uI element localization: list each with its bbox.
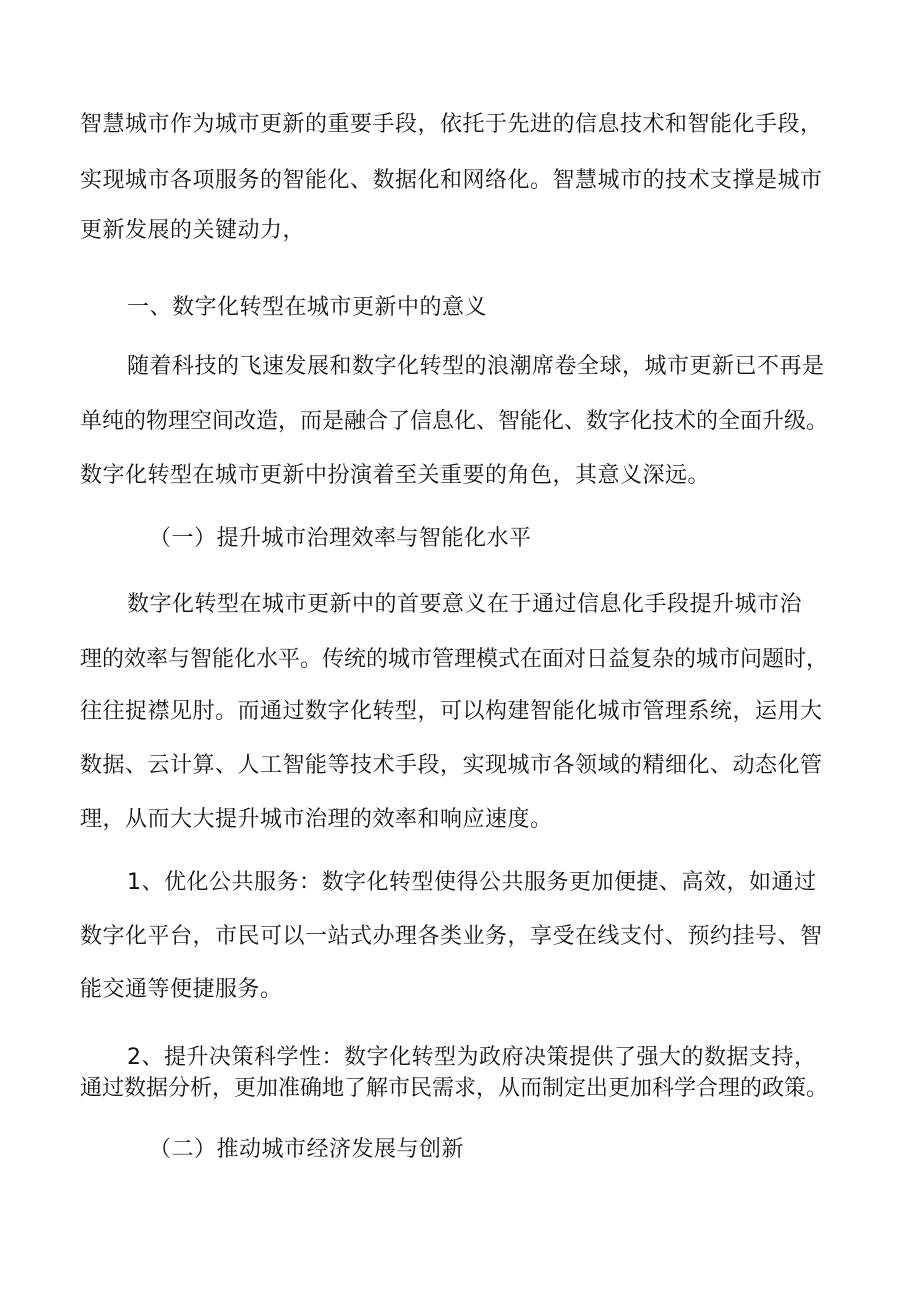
intro-line-1: 智慧城市作为城市更新的重要手段，依托于先进的信息技术和智能化手段， [80, 112, 823, 137]
subsection-1-line-3: 往往捉襟见肘。而通过数字化转型，可以构建智能化城市管理系统，运用大 [80, 699, 823, 724]
subsection-1-line-5: 理，从而大大提升城市治理的效率和响应速度。 [80, 807, 553, 832]
point-1-line-3: 能交通等便捷服务。 [80, 977, 283, 1002]
point-2-line-2: 通过数据分析，更加准确地了解市民需求，从而制定出更加科学合理的政策。 [80, 1076, 829, 1101]
section-1-line-3: 数字化转型在城市更新中扮演着至关重要的角色，其意义深远。 [80, 463, 711, 488]
subsection-2-heading: （二）推动城市经济发展与创新 [149, 1137, 465, 1162]
intro-line-3: 更新发展的关键动力， [80, 218, 306, 243]
point-2-line-1: 2、提升决策科学性：数字化转型为政府决策提供了强大的数据支持， [127, 1045, 817, 1070]
point-1-line-1: 1、优化公共服务：数字化转型使得公共服务更加便捷、高效，如通过 [127, 870, 817, 895]
subsection-1-heading: （一）提升城市治理效率与智能化水平 [149, 526, 532, 551]
section-1-line-2: 单纯的物理空间改造，而是融合了信息化、智能化、数字化技术的全面升级。 [80, 409, 829, 434]
point-1-line-2: 数字化平台，市民可以一站式办理各类业务，享受在线支付、预约挂号、智 [80, 924, 823, 949]
section-1-heading: 一、数字化转型在城市更新中的意义 [127, 295, 488, 320]
subsection-1-line-4: 数据、云计算、人工智能等技术手段，实现城市各领域的精细化、动态化管 [80, 753, 823, 778]
section-1-line-1: 随着科技的飞速发展和数字化转型的浪潮席卷全球，城市更新已不再是 [127, 354, 825, 379]
intro-line-2: 实现城市各项服务的智能化、数据化和网络化。智慧城市的技术支撑是城市 [80, 168, 823, 193]
subsection-1-line-1: 数字化转型在城市更新中的首要意义在于通过信息化手段提升城市治 [127, 592, 803, 617]
subsection-1-line-2: 理的效率与智能化水平。传统的城市管理模式在面对日益复杂的城市问题时， [80, 647, 829, 672]
